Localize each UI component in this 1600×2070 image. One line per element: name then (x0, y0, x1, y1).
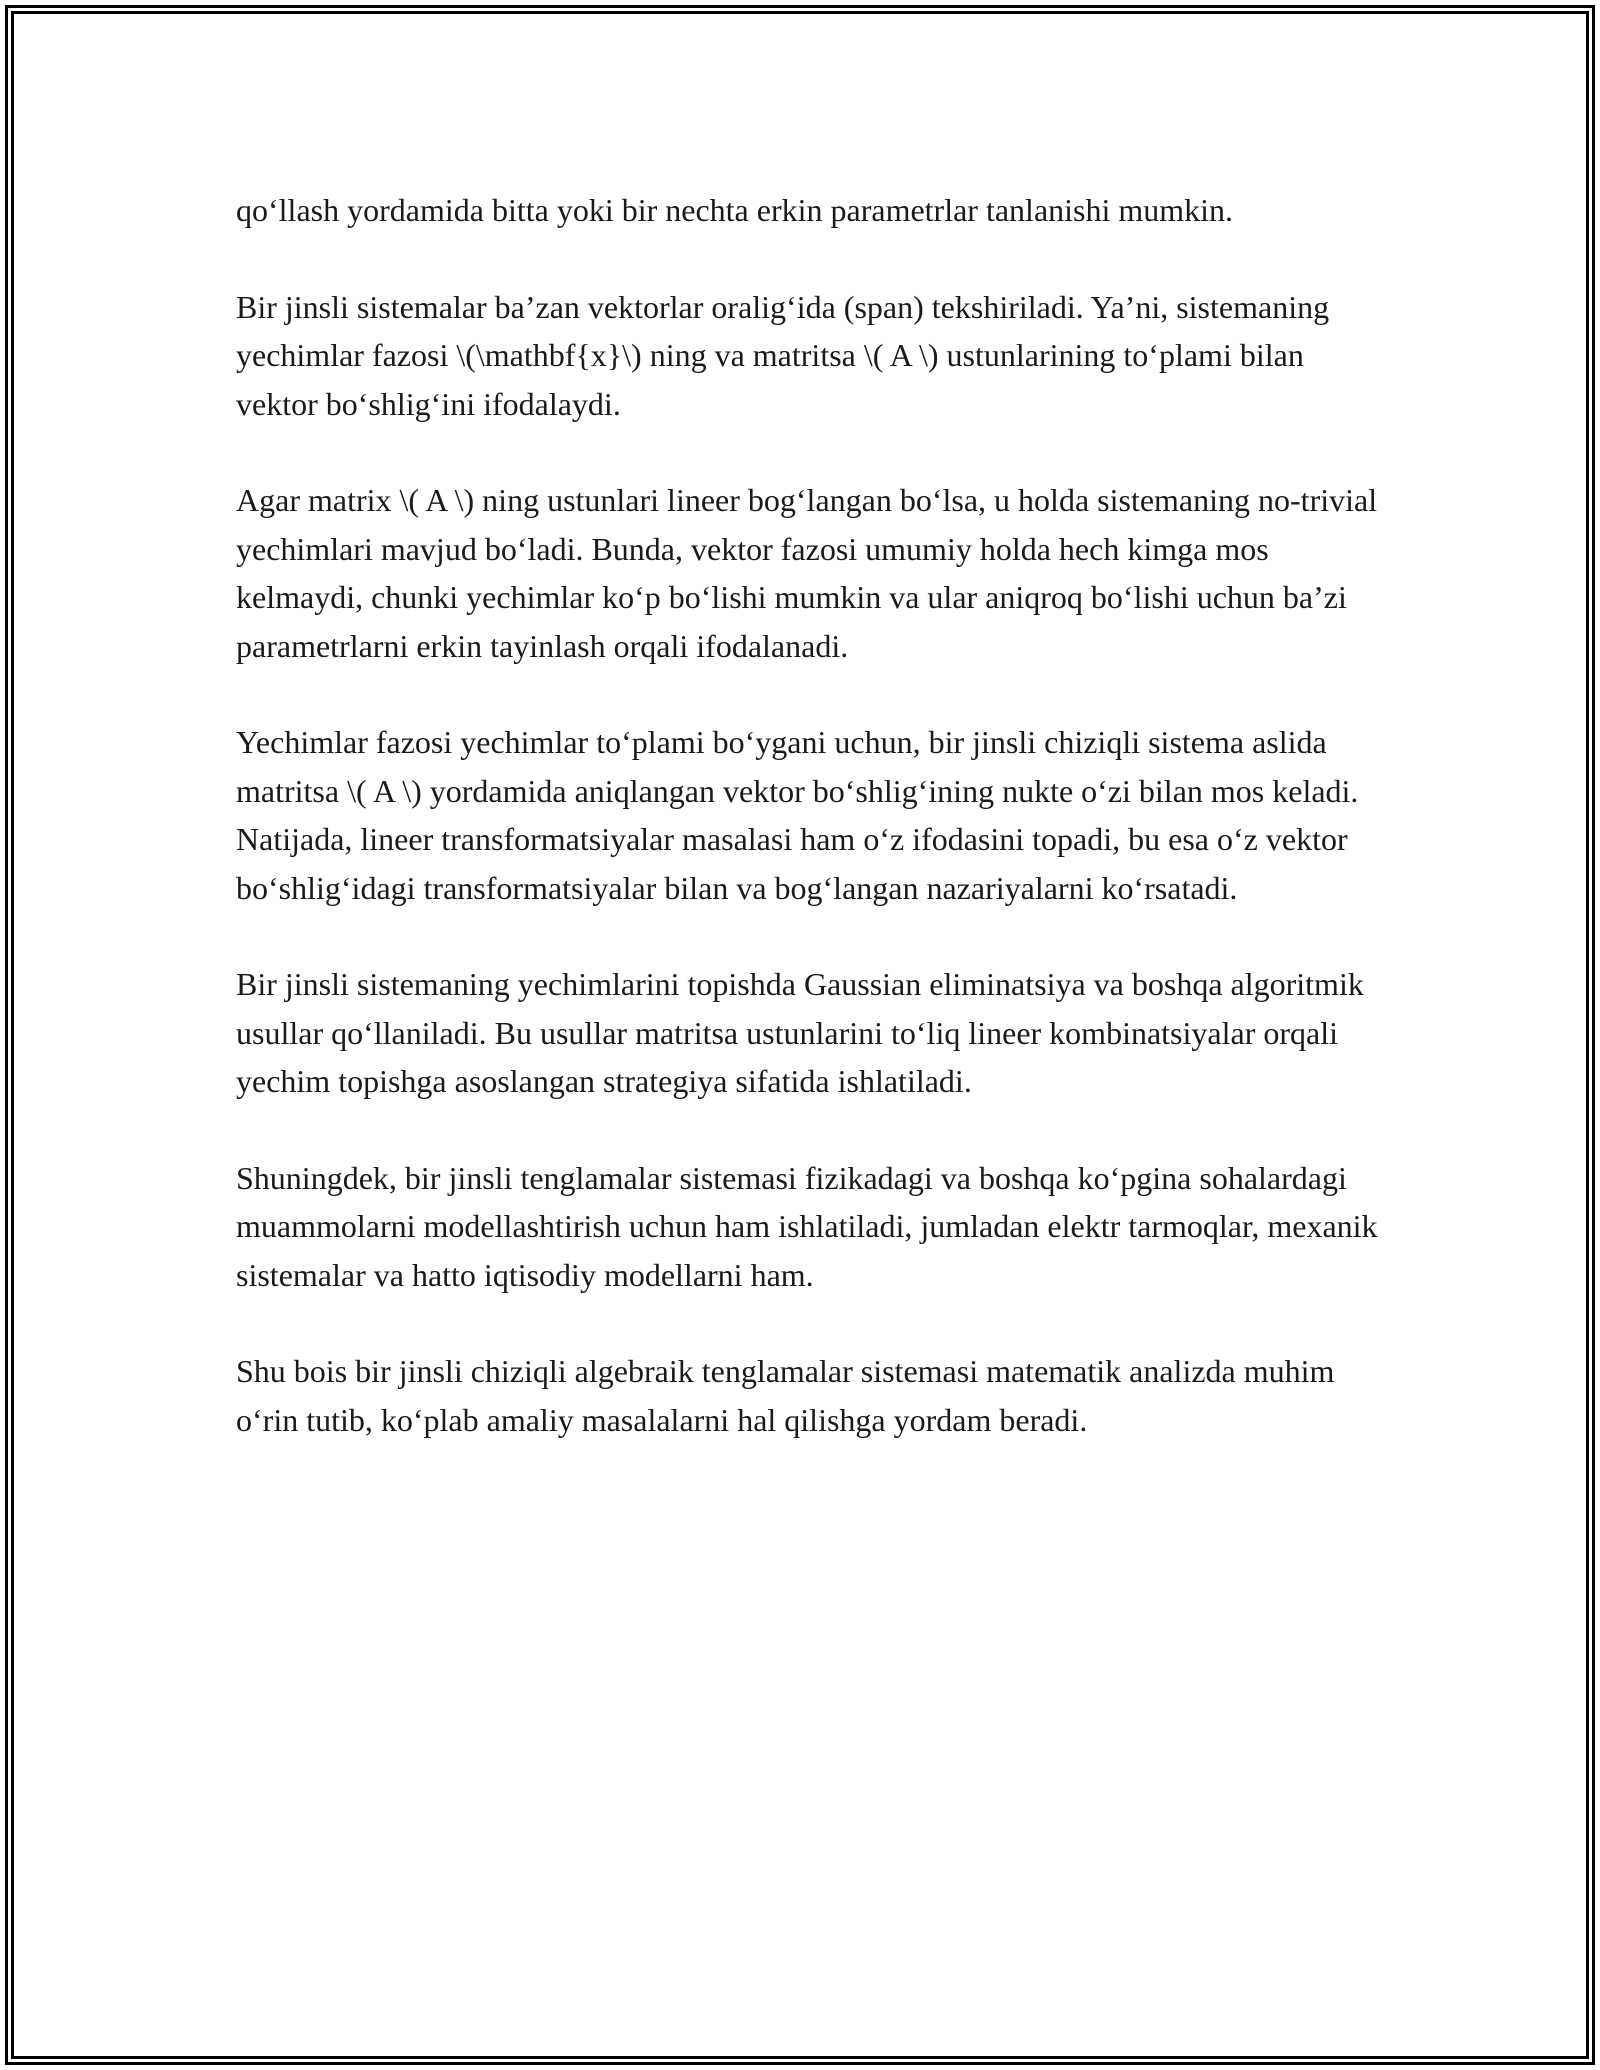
paragraph-7: Shu bois bir jinsli chiziqli algebraik tenglamalar sistemasi matematik analizda muhim o‘rin tutib, ko‘plab amaliy masalalarni hal qilishga yordam beradi. (236, 1353, 1335, 1438)
paragraph-4: Yechimlar fazosi yechimlar to‘plami bo‘ygani uchun, bir jinsli chiziqli sistema aslida matritsa \( A \) yordamida aniqlangan vektor bo‘shlig‘ining nukte o‘zi bilan mos keladi. Natijada, lineer transformatsiyalar masalasi ham o‘z ifodasini topadi, bu esa o‘z vektor bo‘shlig‘idagi transformatsiyalar bilan va bog‘langan nazariyalarni ko‘rsatadi. (236, 724, 1359, 906)
paragraph-5: Bir jinsli sistemaning yechimlarini topishda Gaussian eliminatsiya va boshqa algoritmik usullar qo‘llaniladi. Bu usullar matritsa ustunlarini to‘liq lineer kombinatsiyalar orqali yechim topishga asoslangan strategiya sifatida ishlatiladi. (236, 966, 1364, 1099)
document-body (236, 186, 1386, 1492)
paragraph-1: qo‘llash yordamida bitta yoki bir nechta erkin parametrlar tanlanishi mumkin. (236, 192, 1234, 228)
paragraph-6: Shuningdek, bir jinsli tenglamalar sistemasi fizikadagi va boshqa ko‘pgina sohalardagi muammolarni modellashtirish uchun ham ishlatiladi, jumladan elektr tarmoqlar, mexanik sistemalar va hatto iqtisodiy modellarni ham. (236, 1159, 1378, 1293)
paragraph-2: Bir jinsli sistemalar ba’zan vektorlar oralig‘ida (span) tekshiriladi. Ya’ni, sistemaning yechimlar fazosi \(\mathbf{x}\) ning va matritsa \( A \) ustunlarining to‘plami bilan vektor bo‘shlig‘ini ifodalaydi. (236, 288, 1330, 422)
paragraph-3: Agar matrix \( A \) ning ustunlari lineer bog‘langan bo‘lsa, u holda sistemaning no-trivial yechimlari mavjud bo‘ladi. Bunda, vektor fazosi umumiy holda hech kimga mos kelmaydi, chunki yechimlar ko‘p bo‘lishi mumkin va ular aniqroq bo‘lishi uchun ba’zi parametrlarni erkin tayinlash orqali ifodalanadi. (236, 482, 1378, 664)
